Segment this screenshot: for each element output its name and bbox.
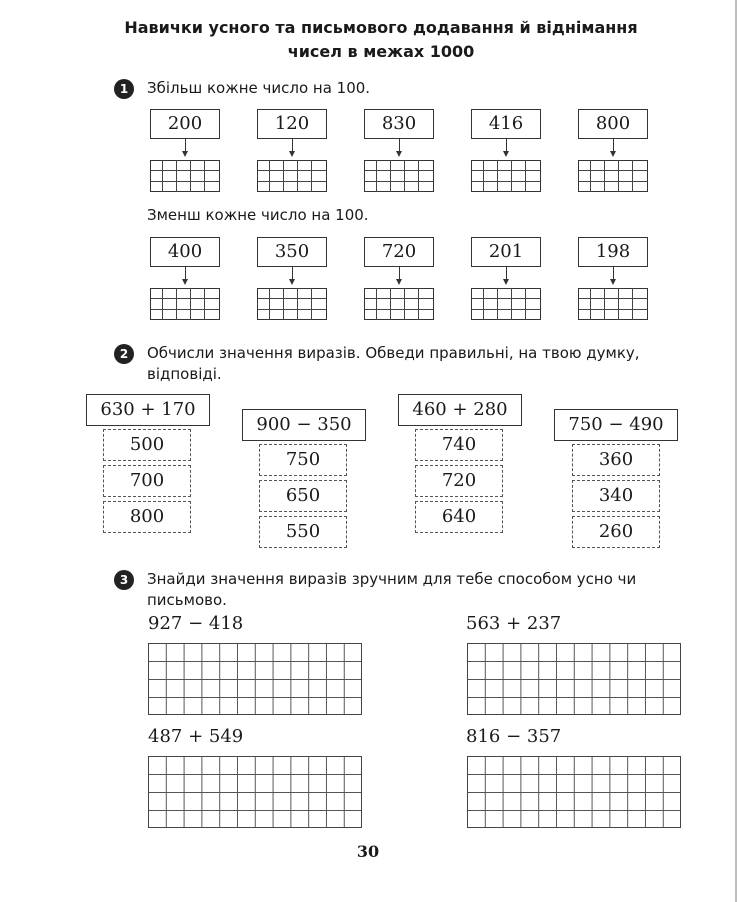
task2-number: 2 <box>114 344 134 364</box>
task2-answer-option[interactable]: 740 <box>415 429 503 461</box>
task2-answer-option[interactable]: 750 <box>259 444 347 476</box>
increase-answer-grid-1[interactable] <box>150 160 220 196</box>
down-arrow-icon <box>185 139 186 155</box>
task2-answer-option[interactable]: 360 <box>572 444 660 476</box>
increase-number-3: 830 <box>364 109 434 139</box>
task2-expression-2: 900 − 350 <box>242 409 366 441</box>
task2-answer-option[interactable]: 260 <box>572 516 660 548</box>
increase-number-5: 800 <box>578 109 648 139</box>
task2-answer-option[interactable]: 700 <box>103 465 191 497</box>
decrease-number-4: 201 <box>471 237 541 267</box>
task3-answer-grid-3[interactable] <box>148 756 362 828</box>
task2-answer-option[interactable]: 650 <box>259 480 347 512</box>
task2-answer-option[interactable]: 550 <box>259 516 347 548</box>
decrease-number-3: 720 <box>364 237 434 267</box>
decrease-answer-grid-1[interactable] <box>150 288 220 324</box>
down-arrow-icon <box>506 139 507 155</box>
down-arrow-icon <box>613 139 614 155</box>
task2-answer-option[interactable]: 500 <box>103 429 191 461</box>
decrease-number-1: 400 <box>150 237 220 267</box>
task3-answer-grid-1[interactable] <box>148 643 362 715</box>
task1-number: 1 <box>114 79 134 99</box>
down-arrow-icon <box>613 267 614 283</box>
task2-answer-option[interactable]: 720 <box>415 465 503 497</box>
task3-number: 3 <box>114 570 134 590</box>
task3-answer-grid-2[interactable] <box>467 643 681 715</box>
task3-expression-3: 487 + 549 <box>148 726 244 747</box>
task2-expression-4: 750 − 490 <box>554 409 678 441</box>
page-title: Навички усного та письмового додавання й віднімання чисел в межах 1000 <box>124 18 638 61</box>
increase-answer-grid-2[interactable] <box>257 160 327 196</box>
task2-answer-option[interactable]: 640 <box>415 501 503 533</box>
task2-instruction: Обчисли значення виразів. Обведи правильні, на твою думку, відповіді. <box>147 344 640 383</box>
increase-number-1: 200 <box>150 109 220 139</box>
increase-answer-grid-4[interactable] <box>471 160 541 196</box>
task3-expression-2: 563 + 237 <box>466 613 562 634</box>
down-arrow-icon <box>185 267 186 283</box>
decrease-answer-grid-3[interactable] <box>364 288 434 324</box>
decrease-answer-grid-2[interactable] <box>257 288 327 324</box>
task3-instruction: Знайди значення виразів зручним для тебе способом усно чи письмово. <box>147 570 637 609</box>
down-arrow-icon <box>292 139 293 155</box>
task2-expression-3: 460 + 280 <box>398 394 522 426</box>
increase-number-2: 120 <box>257 109 327 139</box>
task2-expression-1: 630 + 170 <box>86 394 210 426</box>
increase-answer-grid-3[interactable] <box>364 160 434 196</box>
down-arrow-icon <box>292 267 293 283</box>
down-arrow-icon <box>399 139 400 155</box>
increase-number-4: 416 <box>471 109 541 139</box>
increase-answer-grid-5[interactable] <box>578 160 648 196</box>
task3-answer-grid-4[interactable] <box>467 756 681 828</box>
task2-answer-option[interactable]: 340 <box>572 480 660 512</box>
decrease-number-5: 198 <box>578 237 648 267</box>
page-number: 30 <box>356 842 380 861</box>
task1-instruction-increase: Збільш кожне число на 100. <box>147 79 371 97</box>
decrease-number-2: 350 <box>257 237 327 267</box>
decrease-answer-grid-5[interactable] <box>578 288 648 324</box>
task3-expression-4: 816 − 357 <box>466 726 562 747</box>
task2-answer-option[interactable]: 800 <box>103 501 191 533</box>
task3-expression-1: 927 − 418 <box>148 613 244 634</box>
down-arrow-icon <box>399 267 400 283</box>
task1-instruction-decrease: Зменш кожне число на 100. <box>147 206 369 224</box>
decrease-answer-grid-4[interactable] <box>471 288 541 324</box>
down-arrow-icon <box>506 267 507 283</box>
